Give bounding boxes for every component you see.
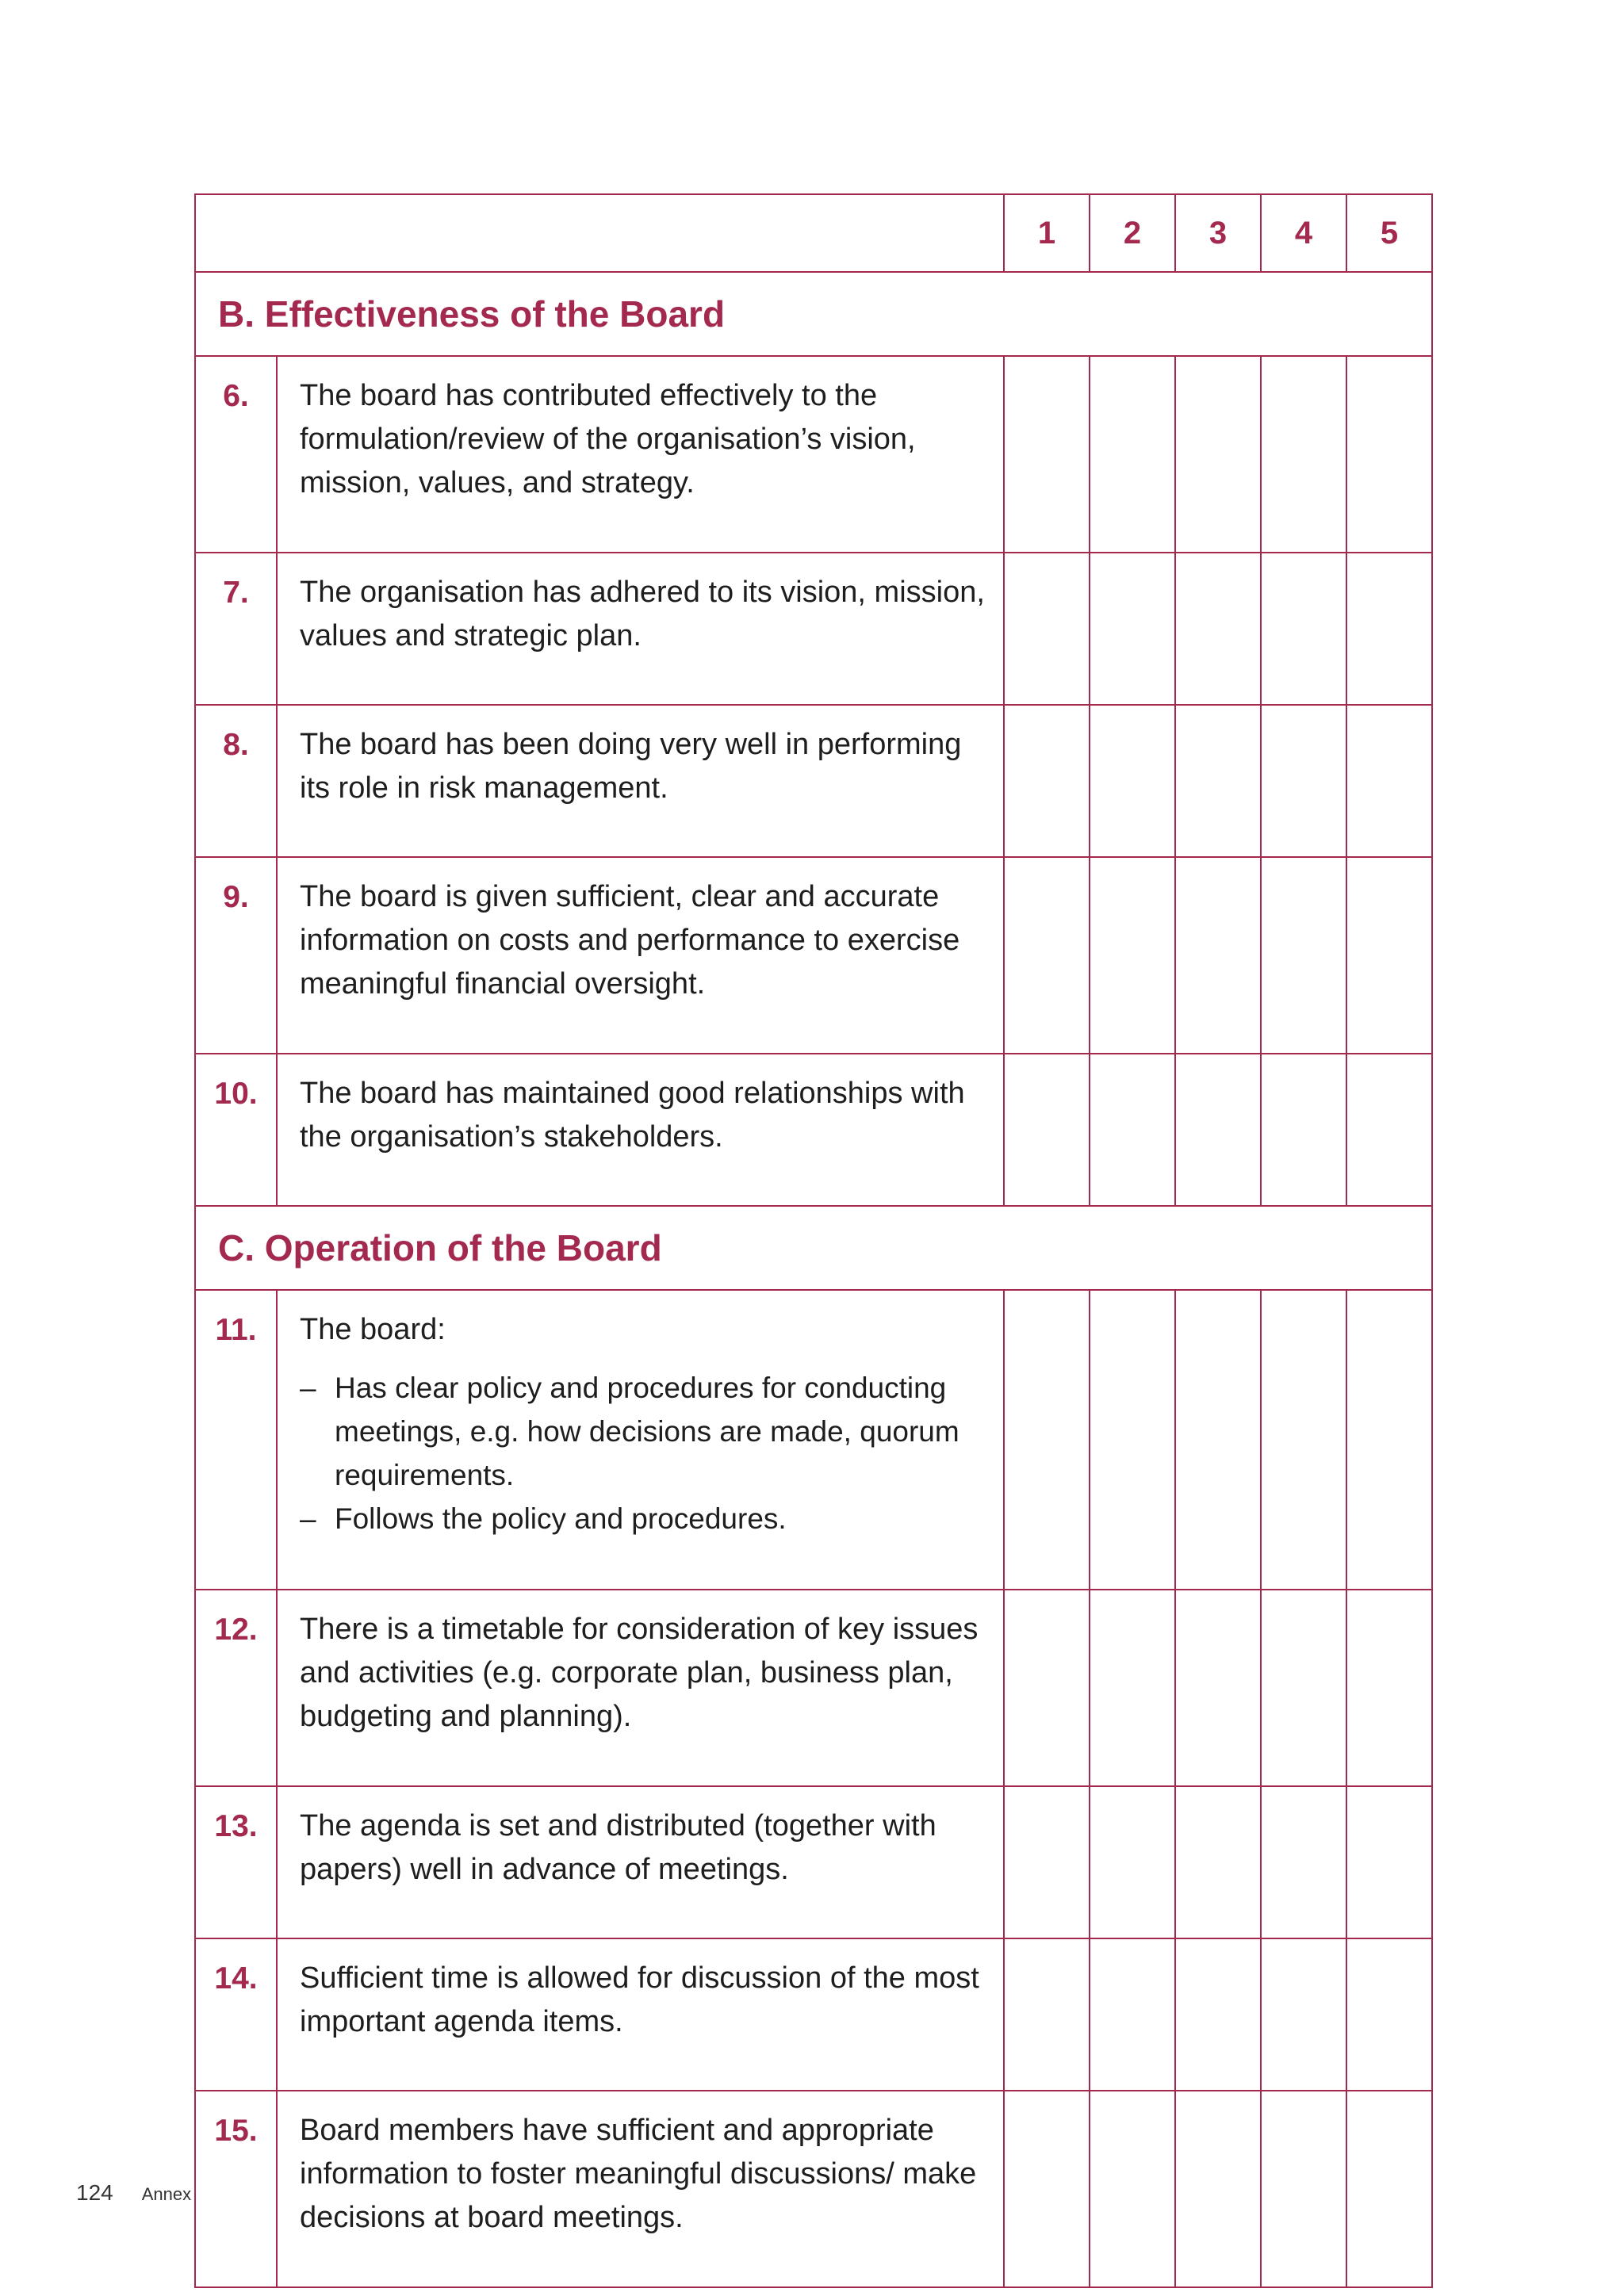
item-text: The board has maintained good relationships with the organisation’s stakeholders.: [277, 1054, 1004, 1206]
item-number: 10.: [195, 1054, 277, 1206]
score-cell-1[interactable]: [1004, 2091, 1090, 2287]
table-row: [195, 2091, 1432, 2287]
section-heading-row: [195, 1206, 1432, 1290]
score-cell-3[interactable]: [1175, 2091, 1261, 2287]
score-cell-1[interactable]: [1004, 356, 1090, 553]
item-number: 9.: [195, 857, 277, 1054]
score-cell-2[interactable]: [1090, 1290, 1175, 1590]
section-heading: B. Effectiveness of the Board: [195, 272, 1432, 356]
score-cell-4[interactable]: [1261, 1290, 1346, 1590]
score-cell-5[interactable]: [1346, 553, 1432, 705]
score-cell-2[interactable]: [1090, 356, 1175, 553]
footer-label: Annex: [141, 2184, 192, 2204]
item-text: The board has been doing very well in performing its role in risk management.: [277, 705, 1004, 857]
score-cell-2[interactable]: [1090, 1054, 1175, 1206]
score-cell-2[interactable]: [1090, 857, 1175, 1054]
score-cell-3[interactable]: [1175, 857, 1261, 1054]
score-cell-4[interactable]: [1261, 2091, 1346, 2287]
score-cell-5[interactable]: [1346, 857, 1432, 1054]
score-cell-1[interactable]: [1004, 1590, 1090, 1786]
table-row: [195, 1590, 1432, 1786]
table-row: [195, 705, 1432, 857]
item-number: 8.: [195, 705, 277, 857]
score-cell-2[interactable]: [1090, 553, 1175, 705]
score-cell-1[interactable]: [1004, 1786, 1090, 1938]
score-cell-2[interactable]: [1090, 1786, 1175, 1938]
item-number: 7.: [195, 553, 277, 705]
scale-header-3: 3: [1175, 194, 1261, 272]
score-cell-4[interactable]: [1261, 356, 1346, 553]
score-cell-1[interactable]: [1004, 705, 1090, 857]
table-row: [195, 1054, 1432, 1206]
score-cell-3[interactable]: [1175, 356, 1261, 553]
item-number: 6.: [195, 356, 277, 553]
item-number: 14.: [195, 1938, 277, 2091]
score-cell-1[interactable]: [1004, 857, 1090, 1054]
item-number: 11.: [195, 1290, 277, 1590]
scale-header-2: 2: [1090, 194, 1175, 272]
sub-item-list: [300, 1366, 987, 1540]
header-blank-cell: [195, 194, 1004, 272]
score-cell-2[interactable]: [1090, 1590, 1175, 1786]
score-cell-3[interactable]: [1175, 1290, 1261, 1590]
score-cell-3[interactable]: [1175, 1938, 1261, 2091]
score-cell-3[interactable]: [1175, 553, 1261, 705]
page-footer: [76, 2180, 191, 2206]
score-cell-4[interactable]: [1261, 553, 1346, 705]
section-heading-row: [195, 272, 1432, 356]
item-text: The board:: [300, 1313, 446, 1346]
scale-header-5: 5: [1346, 194, 1432, 272]
score-cell-3[interactable]: [1175, 1590, 1261, 1786]
score-cell-4[interactable]: [1261, 1938, 1346, 2091]
score-cell-3[interactable]: [1175, 1786, 1261, 1938]
score-cell-1[interactable]: [1004, 553, 1090, 705]
item-number: 15.: [195, 2091, 277, 2287]
score-cell-5[interactable]: [1346, 356, 1432, 553]
table-row: [195, 857, 1432, 1054]
table-row: [195, 1786, 1432, 1938]
dash-bullet-icon: –: [300, 1372, 316, 1404]
item-number: 13.: [195, 1786, 277, 1938]
page-number: 124: [76, 2180, 113, 2205]
item-text: The board has contributed effectively to the formulation/review of the organisation’s vision, mission, values, and strategy.: [277, 356, 1004, 553]
score-cell-4[interactable]: [1261, 705, 1346, 857]
dash-bullet-icon: –: [300, 1502, 316, 1535]
score-cell-5[interactable]: [1346, 1590, 1432, 1786]
sub-item-text: Follows the policy and procedures.: [335, 1502, 787, 1535]
score-cell-1[interactable]: [1004, 1938, 1090, 2091]
table-row: [195, 356, 1432, 553]
item-number: 12.: [195, 1590, 277, 1786]
table-row: [195, 1938, 1432, 2091]
table-row: [195, 1290, 1432, 1590]
score-cell-2[interactable]: [1090, 1938, 1175, 2091]
score-cell-5[interactable]: [1346, 1290, 1432, 1590]
score-cell-5[interactable]: [1346, 2091, 1432, 2287]
score-cell-4[interactable]: [1261, 857, 1346, 1054]
sub-item-text: Has clear policy and procedures for conducting meetings, e.g. how decisions are made, quorum requirements.: [335, 1372, 959, 1491]
list-item: [300, 1497, 987, 1540]
score-cell-5[interactable]: [1346, 1786, 1432, 1938]
board-assessment-table: [194, 193, 1433, 2288]
score-cell-4[interactable]: [1261, 1786, 1346, 1938]
table-row: [195, 553, 1432, 705]
score-cell-3[interactable]: [1175, 1054, 1261, 1206]
scale-header-1: 1: [1004, 194, 1090, 272]
section-heading: C. Operation of the Board: [195, 1206, 1432, 1290]
score-cell-3[interactable]: [1175, 705, 1261, 857]
assessment-table-container: [194, 193, 1433, 2288]
scale-header-row: [195, 194, 1432, 272]
score-cell-5[interactable]: [1346, 1054, 1432, 1206]
item-text: There is a timetable for consideration of key issues and activities (e.g. corporate plan, business plan, budgeting and planning).: [277, 1590, 1004, 1786]
score-cell-2[interactable]: [1090, 2091, 1175, 2287]
item-text: The board is given sufficient, clear and accurate information on costs and performance to exercise meaningful financial oversight.: [277, 857, 1004, 1054]
score-cell-1[interactable]: [1004, 1290, 1090, 1590]
score-cell-4[interactable]: [1261, 1054, 1346, 1206]
item-text-cell: [277, 1290, 1004, 1590]
list-item: [300, 1366, 987, 1497]
score-cell-4[interactable]: [1261, 1590, 1346, 1786]
score-cell-5[interactable]: [1346, 705, 1432, 857]
scale-header-4: 4: [1261, 194, 1346, 272]
score-cell-5[interactable]: [1346, 1938, 1432, 2091]
item-text: The agenda is set and distributed (together with papers) well in advance of meetings.: [277, 1786, 1004, 1938]
item-text: Board members have sufficient and appropriate information to foster meaningful discussions/ make decisions at board meetings.: [277, 2091, 1004, 2287]
item-text: Sufficient time is allowed for discussion of the most important agenda items.: [277, 1938, 1004, 2091]
score-cell-1[interactable]: [1004, 1054, 1090, 1206]
score-cell-2[interactable]: [1090, 705, 1175, 857]
item-text: The organisation has adhered to its vision, mission, values and strategic plan.: [277, 553, 1004, 705]
